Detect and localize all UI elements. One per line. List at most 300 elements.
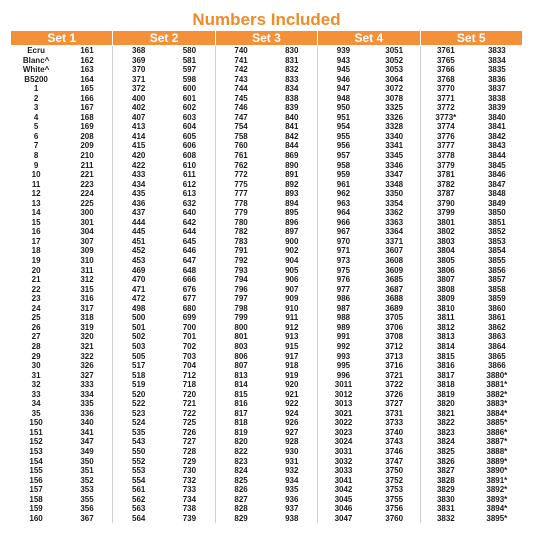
- table-cell: 27: [31, 332, 41, 342]
- table-cell: 3863: [487, 332, 506, 342]
- table-cell: 3813: [436, 332, 455, 342]
- table-row: [11, 418, 523, 428]
- table-cell: 3848: [487, 189, 506, 199]
- table-cell: 779: [234, 208, 248, 218]
- table-cell: 160: [29, 513, 43, 523]
- table-cell: 3772: [436, 103, 455, 113]
- table-cell: 3752: [369, 476, 420, 486]
- table-cell: 911: [266, 313, 317, 323]
- table-cell: 554: [132, 475, 146, 485]
- table-cell: 600: [164, 84, 215, 94]
- table-cell: 610: [164, 161, 215, 171]
- table-cell: 3712: [369, 342, 420, 352]
- table-row: [11, 332, 523, 342]
- table-cell: 3886*: [486, 427, 508, 437]
- table-cell: 311: [62, 266, 113, 276]
- table-cell: 3861: [487, 313, 506, 323]
- table-row: [11, 84, 523, 94]
- table-cell: 3345: [369, 151, 420, 161]
- table-cell: 3012: [334, 389, 353, 399]
- table-cell: 704: [164, 361, 215, 371]
- table-cell: 744: [234, 84, 248, 94]
- table-cell: 648: [164, 266, 215, 276]
- table-cell: 371: [132, 74, 146, 84]
- table-cell: 3721: [369, 371, 420, 381]
- table-cell: 3855: [487, 256, 506, 266]
- table-cell: 803: [234, 341, 248, 351]
- table-cell: 734: [164, 495, 215, 505]
- table-row: [11, 285, 523, 295]
- table-cell: 3354: [369, 199, 420, 209]
- table-cell: 320: [62, 332, 113, 342]
- table-cell: 3364: [369, 227, 420, 237]
- table-cell: 31: [31, 370, 41, 380]
- table-cell: 3708: [369, 332, 420, 342]
- table-cell: 822: [234, 446, 248, 456]
- table-cell: 3782: [436, 179, 455, 189]
- table-cell: 469: [132, 265, 146, 275]
- table-cell: 891: [266, 170, 317, 180]
- table-cell: 954: [336, 122, 351, 132]
- table-cell: 505: [132, 351, 146, 361]
- table-cell: 352: [62, 476, 113, 486]
- table-cell: 3891*: [486, 475, 508, 485]
- table-cell: 606: [164, 141, 215, 151]
- table-cell: 335: [62, 399, 113, 409]
- table-cell: 369: [132, 55, 146, 65]
- table-cell: 666: [164, 275, 215, 285]
- table-cell: 820: [234, 437, 248, 447]
- table-row: [11, 113, 523, 123]
- table-cell: 3805: [436, 256, 455, 266]
- table-cell: 535: [132, 427, 146, 437]
- table-cell: 3347: [369, 170, 420, 180]
- table-cell: 500: [132, 313, 146, 323]
- table-cell: 839: [266, 103, 317, 113]
- table-cell: 434: [132, 179, 146, 189]
- table-cell: 815: [234, 389, 248, 399]
- table-cell: 580: [164, 46, 215, 56]
- table-cell: 3858: [487, 284, 506, 294]
- table-row: [11, 246, 523, 256]
- table-cell: 3824: [436, 437, 455, 447]
- table-cell: 3341: [369, 141, 420, 151]
- table-cell: 827: [234, 494, 248, 504]
- table-cell: 413: [132, 122, 146, 132]
- table-cell: 720: [164, 390, 215, 400]
- table-cell: 3811: [437, 313, 455, 323]
- table-cell: 321: [62, 342, 113, 352]
- table-cell: 3713: [369, 352, 420, 362]
- table-cell: 15: [31, 217, 41, 227]
- table-cell: 741: [234, 55, 248, 65]
- table-cell: 3753: [369, 485, 420, 495]
- table-cell: 3816: [436, 361, 455, 371]
- table-cell: 209: [62, 141, 113, 151]
- table-cell: 3685: [369, 275, 420, 285]
- table-cell: 833: [266, 75, 317, 85]
- table-cell: 24: [31, 303, 41, 313]
- table-cell: 945: [336, 65, 351, 75]
- table-cell: 3716: [369, 361, 420, 371]
- table-cell: 3825: [436, 446, 455, 456]
- table-cell: 796: [234, 284, 248, 294]
- table-cell: 948: [336, 93, 351, 103]
- table-cell: 3846: [487, 170, 506, 180]
- table-cell: 524: [132, 418, 146, 428]
- table-cell: 34: [31, 399, 41, 409]
- table-cell: 3778: [436, 151, 455, 161]
- table-cell: 166: [62, 94, 113, 104]
- table-cell: 970: [336, 236, 351, 246]
- table-cell: 3746: [369, 447, 420, 457]
- table-cell: 739: [164, 514, 215, 524]
- table-cell: 312: [62, 275, 113, 285]
- table-cell: 699: [164, 313, 215, 323]
- table-cell: 934: [266, 476, 317, 486]
- table-cell: 3705: [369, 313, 420, 323]
- table-cell: 900: [266, 237, 317, 247]
- table-cell: 611: [164, 170, 215, 180]
- table-cell: 3837: [487, 84, 506, 94]
- table-cell: 601: [164, 94, 215, 104]
- table-cell: 3821: [436, 408, 455, 418]
- table-cell: 897: [266, 227, 317, 237]
- table-cell: 918: [266, 361, 317, 371]
- table-cell: 3829: [436, 485, 455, 495]
- table-cell: 8: [33, 151, 39, 161]
- table-cell: 906: [266, 275, 317, 285]
- table-cell: 3823: [436, 427, 455, 437]
- table-cell: 613: [164, 189, 215, 199]
- table-cell: 726: [164, 428, 215, 438]
- table-cell: 647: [164, 256, 215, 266]
- table-cell: 922: [266, 399, 317, 409]
- table-cell: 4: [33, 112, 39, 122]
- table-cell: 844: [266, 141, 317, 151]
- table-cell: 3756: [369, 504, 420, 514]
- table-cell: 3033: [334, 466, 353, 476]
- table-cell: 3835: [487, 65, 506, 75]
- table-cell: 603: [164, 113, 215, 123]
- table-row: [11, 371, 523, 381]
- table-cell: 165: [62, 84, 113, 94]
- table-cell: 3750: [369, 466, 420, 476]
- table-cell: 307: [62, 237, 113, 247]
- table-cell: 3804: [436, 246, 455, 256]
- table-cell: 869: [266, 151, 317, 161]
- table-row: [11, 199, 523, 209]
- table-cell: 921: [266, 390, 317, 400]
- table-cell: 3023: [334, 427, 353, 437]
- table-cell: 838: [266, 94, 317, 104]
- table-cell: 562: [132, 494, 146, 504]
- table-row: [11, 504, 523, 514]
- table-cell: 3765: [436, 55, 455, 65]
- table-cell: 950: [336, 103, 351, 113]
- table-cell: 3770: [436, 84, 455, 94]
- table-cell: 814: [234, 380, 248, 390]
- table-cell: 164: [62, 75, 113, 85]
- table-cell: 3609: [369, 266, 420, 276]
- table-cell: 224: [62, 189, 113, 199]
- table-cell: 947: [336, 84, 351, 94]
- table-cell: 775: [234, 179, 248, 189]
- table-cell: 436: [132, 198, 146, 208]
- table-cell: 3826: [436, 456, 455, 466]
- table-row: [11, 103, 523, 113]
- table-cell: 402: [132, 103, 146, 113]
- table-cell: 602: [164, 103, 215, 113]
- table-cell: 816: [234, 399, 248, 409]
- table-cell: 955: [336, 131, 351, 141]
- table-cell: 11: [31, 179, 41, 189]
- table-cell: 746: [234, 103, 248, 113]
- table-cell: 452: [132, 246, 146, 256]
- table-cell: 3885*: [486, 418, 508, 428]
- table-cell: 3808: [436, 284, 455, 294]
- table-cell: 6: [33, 131, 39, 141]
- table-cell: 367: [62, 514, 113, 524]
- table-cell: 931: [266, 457, 317, 467]
- table-cell: 372: [132, 84, 146, 94]
- table-cell: 3883*: [486, 399, 508, 409]
- table-cell: 3882*: [486, 389, 508, 399]
- table-row: [11, 304, 523, 314]
- table-cell: 760: [234, 141, 248, 151]
- table-cell: 3850: [487, 208, 506, 218]
- table-cell: 3838: [487, 93, 506, 103]
- table-cell: 831: [266, 56, 317, 66]
- table-cell: 703: [164, 352, 215, 362]
- table-cell: 841: [266, 122, 317, 132]
- table-cell: 807: [234, 361, 248, 371]
- table-cell: 3801: [436, 217, 455, 227]
- table-cell: 743: [234, 74, 248, 84]
- table-cell: 3840: [487, 112, 506, 122]
- table-cell: 415: [132, 141, 146, 151]
- table-cell: 32: [31, 380, 41, 390]
- table-cell: 3078: [369, 94, 420, 104]
- table-cell: 642: [164, 218, 215, 228]
- table-cell: 10: [31, 170, 41, 180]
- table-cell: 780: [234, 217, 248, 227]
- table-cell: 3817: [436, 370, 455, 380]
- table-cell: 22: [31, 284, 41, 294]
- table-row: [11, 122, 523, 132]
- table-cell: 3021: [334, 408, 353, 418]
- table-cell: 153: [29, 446, 43, 456]
- table-body: [11, 46, 523, 524]
- table-cell: 612: [164, 180, 215, 190]
- table-row: [11, 447, 523, 457]
- table-cell: 3362: [369, 208, 420, 218]
- table-cell: 973: [336, 256, 351, 266]
- table-cell: 989: [336, 322, 351, 332]
- table-cell: 3776: [436, 131, 455, 141]
- table-cell: 370: [132, 65, 146, 75]
- table-cell: 407: [132, 112, 146, 122]
- table-cell: 3051: [369, 46, 420, 56]
- table-cell: 3726: [369, 390, 420, 400]
- table-cell: 3828: [436, 475, 455, 485]
- table-cell: 2: [33, 93, 39, 103]
- table-cell: 890: [266, 161, 317, 171]
- table-row: [11, 495, 523, 505]
- table-cell: 932: [266, 466, 317, 476]
- table-cell: 700: [164, 323, 215, 333]
- table-cell: 830: [266, 46, 317, 56]
- table-cell: Blanc^: [22, 55, 50, 65]
- table-row: [11, 457, 523, 467]
- table-cell: 3832: [436, 513, 455, 523]
- table-cell: 645: [164, 237, 215, 247]
- table-cell: 319: [62, 323, 113, 333]
- table-cell: 564: [132, 513, 146, 523]
- table-cell: 163: [62, 65, 113, 75]
- table-cell: 3031: [334, 446, 353, 456]
- table-cell: 3852: [487, 227, 506, 237]
- table-cell: 924: [266, 409, 317, 419]
- table-cell: 806: [234, 351, 248, 361]
- table-cell: 503: [132, 341, 146, 351]
- table-row: [11, 94, 523, 104]
- table-cell: 758: [234, 131, 248, 141]
- table-cell: 733: [164, 485, 215, 495]
- table-cell: 3064: [369, 75, 420, 85]
- table-cell: 208: [62, 132, 113, 142]
- table-cell: 962: [336, 189, 351, 199]
- table-cell: 14: [31, 208, 41, 218]
- table-cell: 928: [266, 437, 317, 447]
- table-cell: 150: [29, 418, 43, 428]
- table-row: [11, 390, 523, 400]
- table-cell: 977: [336, 284, 351, 294]
- table-cell: 778: [234, 198, 248, 208]
- table-cell: 905: [266, 266, 317, 276]
- table-row: [11, 437, 523, 447]
- table-cell: 3045: [334, 494, 353, 504]
- table-cell: 971: [336, 246, 351, 256]
- table-cell: 829: [234, 513, 248, 523]
- table-cell: 16: [31, 227, 41, 237]
- table-cell: 3854: [487, 246, 506, 256]
- table-cell: 935: [266, 485, 317, 495]
- table-cell: 3881*: [486, 380, 508, 390]
- table-cell: 3768: [436, 74, 455, 84]
- table-cell: 904: [266, 256, 317, 266]
- table-cell: 718: [164, 380, 215, 390]
- table-cell: 727: [164, 437, 215, 447]
- table-cell: 915: [266, 342, 317, 352]
- table-cell: 740: [234, 46, 248, 55]
- table-cell: 340: [62, 418, 113, 428]
- table-row: [11, 65, 523, 75]
- table-cell: 334: [62, 390, 113, 400]
- table-cell: 3041: [334, 475, 353, 485]
- page-title: Numbers Included: [192, 10, 341, 29]
- header-set-5: Set 5: [420, 31, 523, 46]
- table-cell: 943: [336, 55, 351, 65]
- table-row: [11, 237, 523, 247]
- table-cell: 316: [62, 294, 113, 304]
- table-cell: 676: [164, 285, 215, 295]
- table-cell: 986: [336, 294, 351, 304]
- table-cell: 745: [234, 93, 248, 103]
- table-cell: 161: [62, 46, 113, 56]
- table-cell: 3779: [436, 160, 455, 170]
- table-cell: 3831: [436, 504, 455, 514]
- table-cell: 793: [234, 265, 248, 275]
- table-cell: 738: [164, 504, 215, 514]
- table-cell: 3363: [369, 218, 420, 228]
- table-cell: 167: [62, 103, 113, 113]
- table-cell: 818: [234, 418, 248, 428]
- table-cell: 799: [234, 313, 248, 323]
- table-row: [11, 428, 523, 438]
- table-cell: 3841: [487, 122, 506, 132]
- table-cell: 3849: [487, 198, 506, 208]
- table-cell: 33: [31, 389, 41, 399]
- table-cell: 919: [266, 371, 317, 381]
- table-row: [11, 208, 523, 218]
- table-cell: 368: [132, 46, 146, 55]
- table-cell: 3866: [487, 361, 506, 371]
- table-cell: 517: [132, 361, 146, 371]
- table-cell: 826: [234, 485, 248, 495]
- table-cell: 3771: [436, 93, 455, 103]
- table-cell: 832: [266, 65, 317, 75]
- table-cell: 604: [164, 122, 215, 132]
- table-cell: 310: [62, 256, 113, 266]
- table-cell: 794: [234, 275, 248, 285]
- table-cell: 913: [266, 332, 317, 342]
- table-cell: 702: [164, 342, 215, 352]
- table-cell: 995: [336, 361, 351, 371]
- header-set-3: Set 3: [215, 31, 317, 46]
- table-cell: 3818: [436, 380, 455, 390]
- table-cell: 7: [33, 141, 39, 151]
- table-row: [11, 56, 523, 66]
- table-cell: 894: [266, 199, 317, 209]
- table-cell: 957: [336, 151, 351, 161]
- table-cell: 317: [62, 304, 113, 314]
- table-cell: 992: [336, 341, 351, 351]
- table-cell: 300: [62, 208, 113, 218]
- header-row: [11, 31, 523, 46]
- table-cell: 353: [62, 485, 113, 495]
- table-cell: 3893*: [486, 494, 508, 504]
- table-cell: 3072: [369, 84, 420, 94]
- table-cell: 725: [164, 418, 215, 428]
- table-cell: 472: [132, 294, 146, 304]
- table-cell: 223: [62, 180, 113, 190]
- table-cell: 158: [29, 494, 43, 504]
- table-cell: 825: [234, 475, 248, 485]
- table-cell: 3827: [436, 466, 455, 476]
- table-cell: 963: [336, 198, 351, 208]
- table-cell: 605: [164, 132, 215, 142]
- table-cell: 895: [266, 208, 317, 218]
- table-cell: 437: [132, 208, 146, 218]
- table-cell: 35: [31, 408, 41, 418]
- table-cell: 3842: [487, 131, 506, 141]
- table-cell: 823: [234, 456, 248, 466]
- table-cell: 9: [33, 160, 39, 170]
- table-cell: 3856: [487, 265, 506, 275]
- table-cell: 930: [266, 447, 317, 457]
- table-cell: 519: [132, 380, 146, 390]
